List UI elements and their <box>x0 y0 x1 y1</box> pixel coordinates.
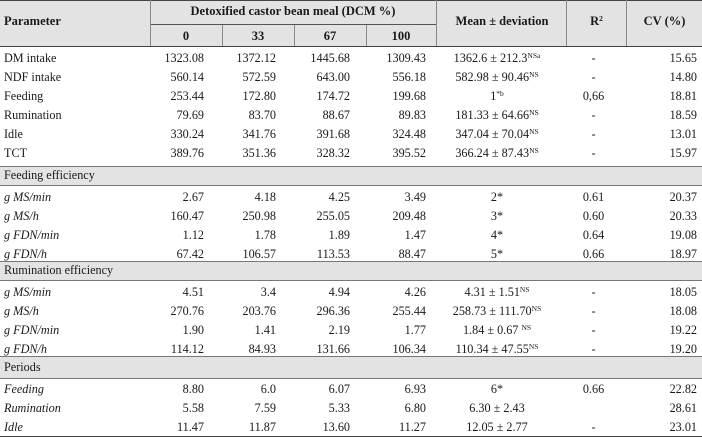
header-mean: Mean ± deviation <box>455 14 549 28</box>
header-level-0: 0 <box>182 29 190 43</box>
mean-cell <box>437 399 557 418</box>
r2-cell: - <box>591 285 596 299</box>
parameter-cell: DM intake <box>4 51 57 65</box>
mean-cell <box>437 380 557 399</box>
parameter-cell: g MS/min <box>4 190 52 204</box>
value-cell: 324.48 <box>392 127 426 141</box>
mean-cell <box>437 188 557 207</box>
value-cell: 114.12 <box>170 342 204 356</box>
header-level-33: 33 <box>251 29 265 43</box>
r2-cell: - <box>591 342 596 356</box>
mean-cell <box>437 49 557 68</box>
value-cell: 1.47 <box>404 228 426 242</box>
header-r2 <box>567 14 626 29</box>
mean-value: 1362.6 ± 212.3 <box>453 51 528 65</box>
value-cell: 5.33 <box>328 401 350 415</box>
table-row <box>0 226 702 245</box>
value-cell: 5.58 <box>182 401 204 415</box>
value-cell: 255.05 <box>316 209 350 223</box>
value-cell: 7.59 <box>254 401 276 415</box>
header-r2-superscript: 2 <box>599 14 603 23</box>
value-cell: 572.59 <box>242 70 276 84</box>
cv-cell: 15.97 <box>669 146 697 160</box>
value-cell: 1.77 <box>404 323 426 337</box>
value-cell: 3.4 <box>260 285 276 299</box>
parameter-cell: Rumination <box>4 401 61 415</box>
cv-cell: 13.01 <box>669 127 697 141</box>
value-cell: 106.34 <box>392 342 426 356</box>
cv-cell: 18.97 <box>669 247 697 261</box>
value-cell: 389.76 <box>170 146 204 160</box>
mean-value: 6.30 ± 2.43 <box>469 401 525 415</box>
significance-superscript: *b <box>496 89 504 98</box>
value-cell: 88.67 <box>322 108 350 122</box>
table-row <box>0 68 702 87</box>
value-cell: 330.24 <box>170 127 204 141</box>
value-cell: 250.98 <box>242 209 276 223</box>
value-cell: 13.60 <box>322 420 350 434</box>
table-row <box>0 49 702 68</box>
value-cell: 113.53 <box>316 247 350 261</box>
section-band-feeding-efficiency <box>0 166 702 185</box>
cv-cell: 19.22 <box>669 323 697 337</box>
value-cell: 174.72 <box>316 89 350 103</box>
mean-value: 4* <box>490 228 504 242</box>
header-cv: CV (%) <box>643 14 686 28</box>
mean-cell <box>437 87 557 106</box>
value-cell: 8.80 <box>182 382 204 396</box>
dcm-subheader-rule <box>150 24 436 25</box>
mean-cell <box>437 245 557 264</box>
parameter-cell: g FDN/min <box>4 228 60 242</box>
value-cell: 199.68 <box>392 89 426 103</box>
mean-value: 347.04 ± 70.04 <box>455 127 530 141</box>
value-cell: 6.0 <box>260 382 276 396</box>
r2-cell: - <box>591 420 596 434</box>
value-cell: 255.44 <box>392 304 426 318</box>
rule-after-feeding-efficiency <box>0 185 702 186</box>
value-cell: 4.25 <box>328 190 350 204</box>
cv-cell: 28.61 <box>669 401 697 415</box>
mean-value: 258.73 ± 111.70 <box>452 304 532 318</box>
table-row <box>0 283 702 302</box>
value-cell: 1309.43 <box>386 51 426 65</box>
value-cell: 643.00 <box>316 70 350 84</box>
table-row <box>0 245 702 264</box>
cv-cell: 19.08 <box>669 228 697 242</box>
significance-superscript: NS <box>528 342 539 351</box>
value-cell: 4.51 <box>182 285 204 299</box>
mean-cell <box>437 418 557 437</box>
value-cell: 131.66 <box>316 342 350 356</box>
value-cell: 296.36 <box>316 304 350 318</box>
value-cell: 209.48 <box>392 209 426 223</box>
value-cell: 6.93 <box>404 382 426 396</box>
cv-cell: 20.37 <box>669 190 697 204</box>
parameter-cell: g FDN/min <box>4 323 60 337</box>
section-title-periods: Periods <box>4 360 41 374</box>
value-cell: 351.36 <box>242 146 276 160</box>
table-row <box>0 380 702 399</box>
mean-cell <box>437 106 557 125</box>
significance-superscript: NS <box>531 304 542 313</box>
parameter-cell: g MS/min <box>4 285 52 299</box>
mean-value: 582.98 ± 90.46 <box>455 70 530 84</box>
header-level-67: 67 <box>323 29 337 43</box>
r2-cell: 0,66 <box>582 89 605 103</box>
table-row <box>0 144 702 163</box>
value-cell: 1445.68 <box>310 51 350 65</box>
value-cell: 1.12 <box>182 228 204 242</box>
r2-cell: - <box>591 108 596 122</box>
cv-cell: 15.65 <box>669 51 697 65</box>
top-rule <box>0 0 702 1</box>
cv-cell: 23.01 <box>669 420 697 434</box>
parameter-cell: g MS/h <box>4 209 39 223</box>
value-cell: 11.87 <box>249 420 276 434</box>
cv-cell: 18.59 <box>669 108 697 122</box>
r2-cell: - <box>591 146 596 160</box>
table-row <box>0 125 702 144</box>
header-r2-label: R <box>590 14 600 28</box>
value-cell: 1372.12 <box>236 51 276 65</box>
value-cell: 160.47 <box>170 209 204 223</box>
cv-cell: 18.08 <box>669 304 697 318</box>
parameter-cell: Rumination <box>4 108 62 122</box>
value-cell: 395.52 <box>392 146 426 160</box>
mean-cell <box>437 144 557 163</box>
table-row <box>0 302 702 321</box>
mean-cell <box>437 340 557 359</box>
rule-before-feeding-efficiency <box>0 166 702 167</box>
value-cell: 556.18 <box>392 70 426 84</box>
value-cell: 88.47 <box>398 247 426 261</box>
mean-value: 5* <box>490 247 504 261</box>
table-row <box>0 340 702 359</box>
r2-cell <box>567 399 620 418</box>
cv-cell: 20.33 <box>669 209 697 223</box>
value-cell: 2.67 <box>182 190 204 204</box>
value-cell: 84.93 <box>248 342 276 356</box>
mean-cell <box>437 125 557 144</box>
r2-cell: - <box>591 323 596 337</box>
table-row <box>0 399 702 418</box>
value-cell: 203.76 <box>242 304 276 318</box>
parameter-cell: NDF intake <box>4 70 62 84</box>
r2-cell: - <box>591 304 596 318</box>
value-cell: 1.89 <box>328 228 350 242</box>
table-row <box>0 188 702 207</box>
value-cell: 67.42 <box>176 247 204 261</box>
parameter-cell: g FDN/h <box>4 247 47 261</box>
cv-cell: 14.80 <box>669 70 697 84</box>
significance-superscript: NS <box>529 70 539 79</box>
table-row <box>0 106 702 125</box>
mean-value: 6* <box>490 382 504 396</box>
value-cell: 391.68 <box>316 127 350 141</box>
mean-cell <box>437 226 557 245</box>
mean-value: 1.84 ± 0.67 <box>462 323 522 337</box>
parameter-cell: Idle <box>4 127 23 141</box>
significance-superscript: NS <box>529 146 539 155</box>
r2-cell: 0.64 <box>582 228 605 242</box>
value-cell: 11.47 <box>177 420 204 434</box>
value-cell: 79.69 <box>176 108 204 122</box>
value-cell: 4.26 <box>404 285 426 299</box>
value-cell: 341.76 <box>242 127 276 141</box>
value-cell: 6.80 <box>404 401 426 415</box>
r2-cell: 0.66 <box>582 382 605 396</box>
value-cell: 3.49 <box>404 190 426 204</box>
value-cell: 6.07 <box>328 382 350 396</box>
mean-cell <box>437 68 557 87</box>
rule-after-periods <box>0 378 702 379</box>
mean-value: 366.24 ± 87.43 <box>455 146 530 160</box>
significance-superscript: NS <box>529 108 539 117</box>
value-cell: 4.18 <box>254 190 276 204</box>
r2-cell: - <box>591 51 596 65</box>
significance-superscript: NS <box>521 323 532 332</box>
table-row <box>0 207 702 226</box>
value-cell: 270.76 <box>170 304 204 318</box>
section-title-rumination-efficiency: Rumination efficiency <box>4 263 114 277</box>
value-cell: 172.80 <box>242 89 276 103</box>
header-dcm-title: Detoxified castor bean meal (DCM %) <box>190 4 396 18</box>
cv-cell: 19.20 <box>669 342 697 356</box>
r2-cell: - <box>591 127 596 141</box>
parameter-cell: Feeding <box>4 89 44 103</box>
r2-cell: 0.66 <box>582 247 605 261</box>
parameter-cell: g FDN/h <box>4 342 47 356</box>
value-cell: 1.41 <box>254 323 276 337</box>
mean-value: 110.34 ± 47.55 <box>455 342 529 356</box>
rule-after-rumination-efficiency <box>0 280 702 281</box>
r2-cell: 0.60 <box>582 209 605 223</box>
mean-cell <box>437 321 557 340</box>
cv-cell: 18.05 <box>669 285 697 299</box>
mean-value: 2* <box>490 190 504 204</box>
value-cell: 83.70 <box>248 108 276 122</box>
parameter-cell: Feeding <box>4 382 44 396</box>
significance-superscript: NS <box>519 285 530 294</box>
table-row <box>0 418 702 437</box>
value-cell: 11.27 <box>399 420 426 434</box>
r2-cell: 0.61 <box>582 190 605 204</box>
header-parameter: Parameter <box>4 14 61 28</box>
mean-cell <box>437 207 557 226</box>
value-cell: 106.57 <box>242 247 276 261</box>
mean-value: 12.05 ± 2.77 <box>466 420 528 434</box>
header-bottom-rule <box>0 46 702 47</box>
value-cell: 89.83 <box>398 108 426 122</box>
section-title-feeding-efficiency: Feeding efficiency <box>4 168 95 182</box>
mean-value: 3* <box>490 209 504 223</box>
cv-cell: 22.82 <box>669 382 697 396</box>
value-cell: 1.78 <box>254 228 276 242</box>
cv-cell: 18.81 <box>669 89 697 103</box>
value-cell: 4.94 <box>328 285 350 299</box>
table-row <box>0 87 702 106</box>
value-cell: 560.14 <box>170 70 204 84</box>
mean-value: 181.33 ± 64.66 <box>455 108 530 122</box>
r2-cell: - <box>591 70 596 84</box>
value-cell: 1323.08 <box>164 51 204 65</box>
parameter-cell: g MS/h <box>4 304 39 318</box>
value-cell: 2.19 <box>328 323 350 337</box>
mean-value: 1 <box>490 89 497 103</box>
mean-cell <box>437 302 557 321</box>
significance-superscript: NS <box>529 127 539 136</box>
parameter-cell: Idle <box>4 420 23 434</box>
value-cell: 1.90 <box>182 323 204 337</box>
value-cell: 253.44 <box>170 89 204 103</box>
parameter-cell: TCT <box>4 146 28 160</box>
mean-value: 4.31 ± 1.51 <box>464 285 520 299</box>
header-level-100: 100 <box>391 29 411 43</box>
significance-superscript: NSa <box>527 51 541 60</box>
mean-cell <box>437 283 557 302</box>
value-cell: 328.32 <box>316 146 350 160</box>
table-row <box>0 321 702 340</box>
section-band-periods <box>0 356 702 378</box>
